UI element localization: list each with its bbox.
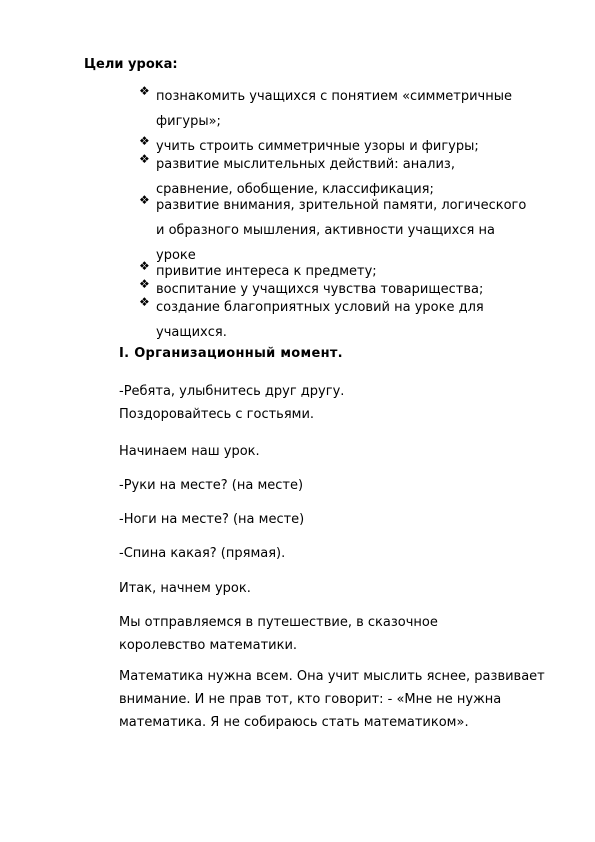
diamond-bullet-icon: ❖ bbox=[139, 134, 150, 148]
goal-text: привитие интереса к предмету; bbox=[156, 264, 377, 279]
paragraph: Мы отправляемся в путешествие, в сказочное королевство математики. bbox=[119, 615, 438, 653]
goal-item bbox=[139, 84, 559, 134]
section-title: I. Организационный момент. bbox=[119, 346, 343, 361]
goal-text: развитие внимания, зрительной памяти, логического и образного мышления, активности учащихся на уроке bbox=[156, 198, 527, 263]
goal-item bbox=[139, 295, 559, 340]
diamond-bullet-icon: ❖ bbox=[139, 259, 150, 273]
goal-item bbox=[139, 193, 559, 263]
goal-item bbox=[139, 277, 559, 295]
diamond-bullet-icon: ❖ bbox=[139, 193, 150, 207]
goal-text: познакомить учащихся с понятием «симметричные фигуры»; bbox=[156, 89, 512, 129]
goals-heading: Цели урока: bbox=[84, 57, 178, 72]
goal-item bbox=[139, 134, 559, 152]
diamond-bullet-icon: ❖ bbox=[139, 84, 150, 98]
goal-text: создание благоприятных условий на уроке для учащихся. bbox=[156, 300, 484, 340]
paragraph: -Руки на месте? (на месте) bbox=[119, 478, 304, 493]
diamond-bullet-icon: ❖ bbox=[139, 152, 150, 166]
goal-text: развитие мыслительных действий: анализ, сравнение, обобщение, классификация; bbox=[156, 157, 455, 197]
diamond-bullet-icon: ❖ bbox=[139, 295, 150, 309]
goal-text: воспитание у учащихся чувства товарищества; bbox=[156, 282, 484, 297]
paragraph: -Ноги на месте? (на месте) bbox=[119, 512, 305, 527]
paragraph: Начинаем наш урок. bbox=[119, 444, 260, 459]
goal-item bbox=[139, 259, 559, 277]
goal-item bbox=[139, 152, 559, 197]
goals-list bbox=[139, 84, 559, 340]
goal-text: учить строить симметричные узоры и фигуры; bbox=[156, 139, 479, 154]
paragraph: Математика нужна всем. Она учит мыслить яснее, развивает внимание. И не прав тот, кто говорит: - «Мне не нужна математика. Я не собираюсь стать математиком». bbox=[119, 669, 545, 730]
paragraph: Итак, начнем урок. bbox=[119, 581, 251, 596]
diamond-bullet-icon: ❖ bbox=[139, 277, 150, 291]
paragraph: -Ребята, улыбнитесь друг другу. Поздоровайтесь с гостьями. bbox=[119, 384, 345, 422]
paragraph: -Спина какая? (прямая). bbox=[119, 546, 286, 561]
